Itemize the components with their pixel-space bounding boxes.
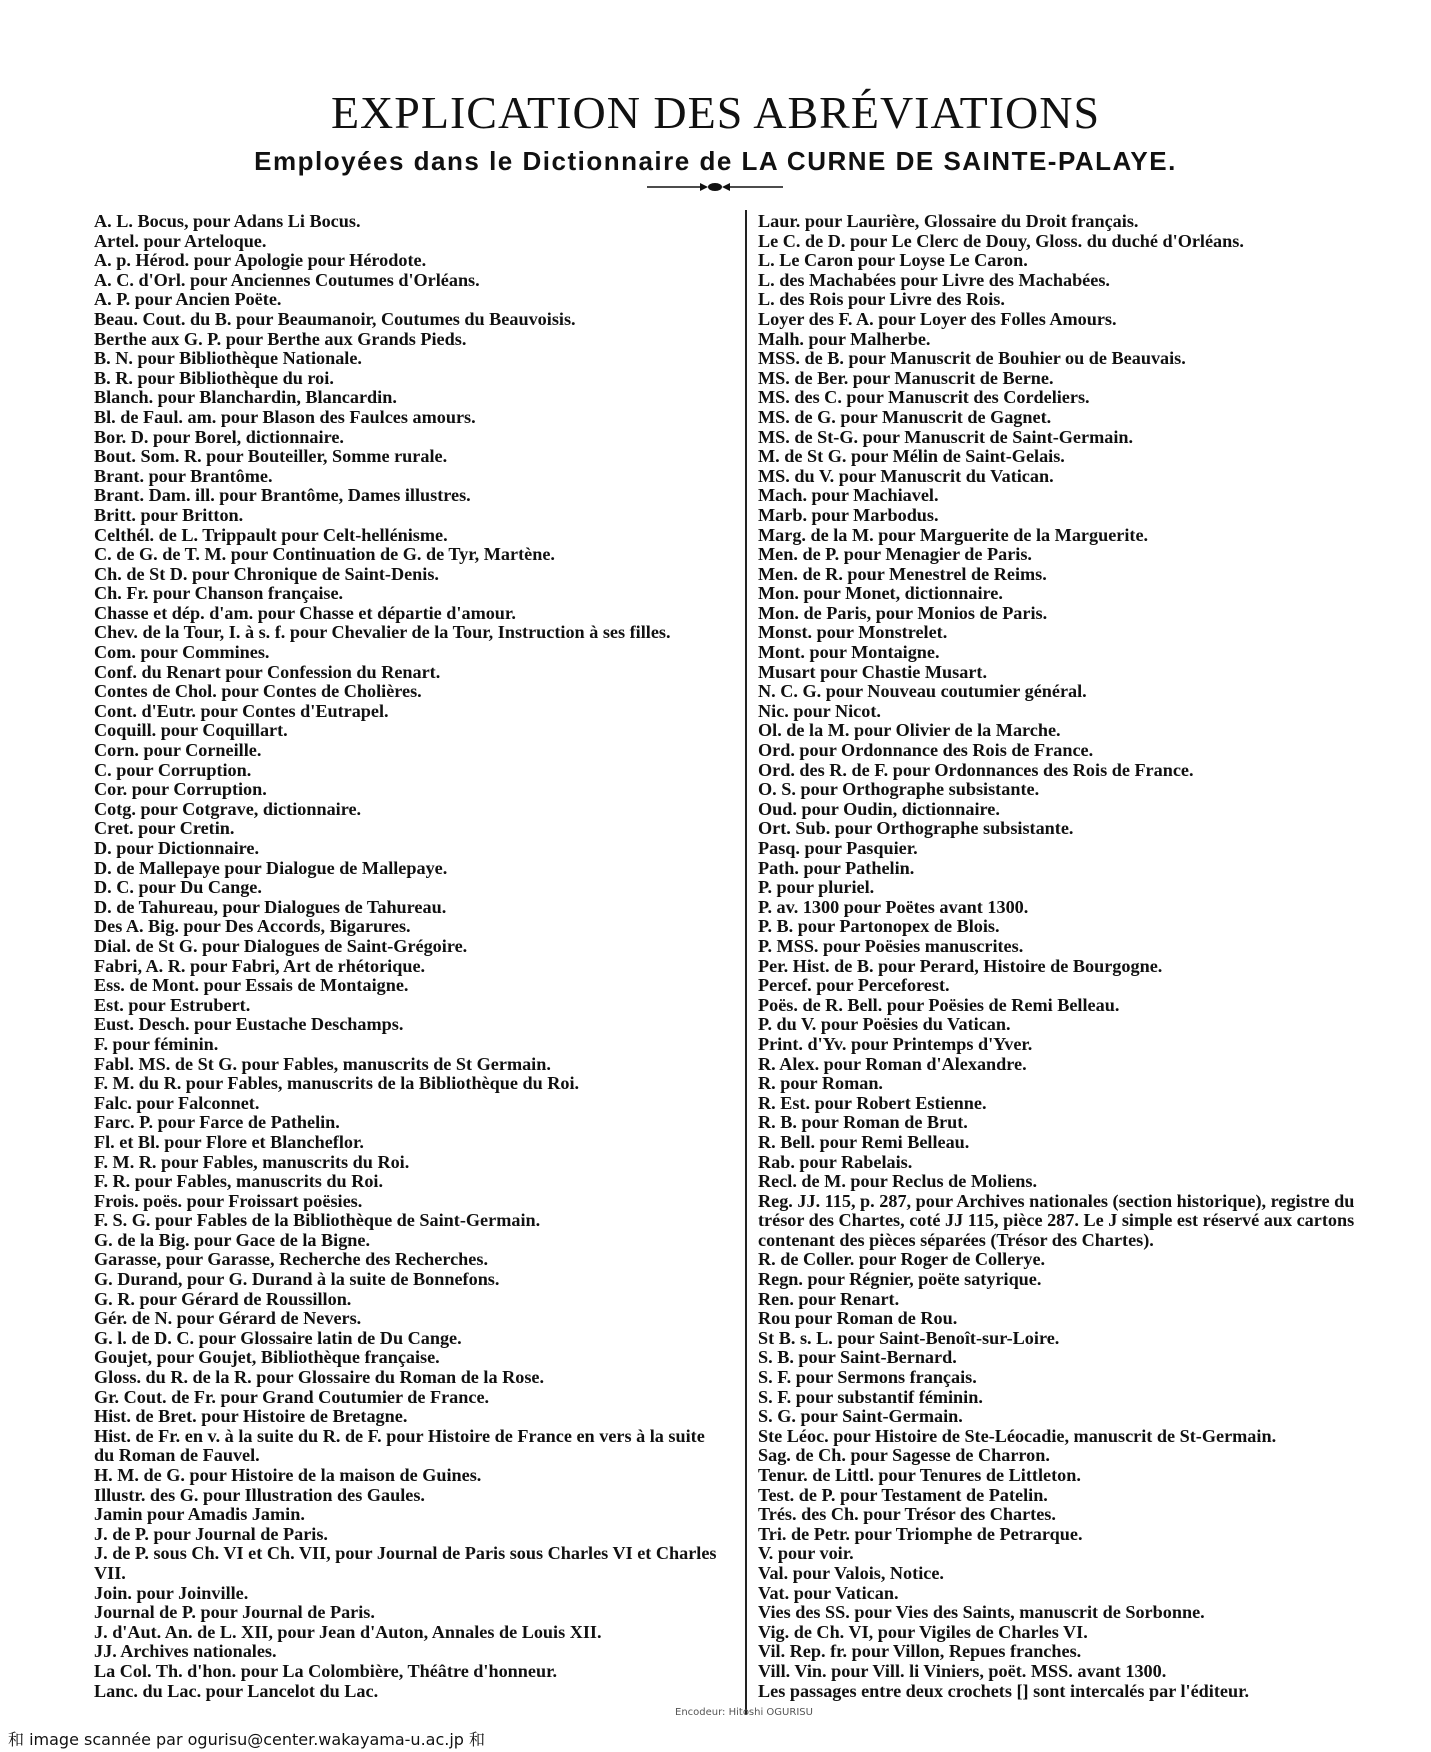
abbreviation-entry: Cor. pour Corruption. (94, 779, 267, 800)
abbreviation-entry: J. de P. sous Ch. VI et Ch. VII, pour Journal de Paris sous Charles VI et Charles VII. (94, 1543, 717, 1583)
abbreviation-entry: Com. pour Commines. (94, 642, 270, 663)
abbreviation-entry: H. M. de G. pour Histoire de la maison de Guines. (94, 1465, 482, 1485)
abbreviation-entry: Monst. pour Monstrelet. (758, 622, 948, 643)
abbreviation-entry: Artel. pour Arteloque. (94, 230, 267, 251)
abbreviation-entry: Loyer des F. A. pour Loyer des Folles Amours. (758, 308, 1117, 329)
abbreviation-entry: Reg. JJ. 115, p. 287, pour Archives nationales (section historique), registre du trésor des Chartes, coté JJ 115, pièce 287. Le J simple est réservé aux cartons contenant des pièces séparées (Trésor des Chartes). (758, 1190, 1355, 1250)
abbreviation-entry: R. Bell. pour Remi Belleau. (758, 1131, 970, 1152)
abbreviation-entry: Cret. pour Cretin. (94, 818, 235, 839)
abbreviation-entry: Les passages entre deux crochets [] sont intercalés par l'éditeur. (758, 1680, 1250, 1701)
abbreviation-entry: Gloss. du R. de la R. pour Glossaire du Roman de la Rose. (94, 1367, 545, 1388)
abbreviation-entry: D. C. pour Du Cange. (94, 877, 262, 898)
abbreviation-entry: J. d'Aut. An. de L. XII, pour Jean d'Auton, Annales de Louis XII. (94, 1621, 602, 1642)
abbreviation-entry: F. S. G. pour Fables de la Bibliothèque de Saint-Germain. (94, 1210, 541, 1231)
abbreviation-entry: Chasse et dép. d'am. pour Chasse et départie d'amour. (94, 602, 516, 623)
abbreviation-entry: R. pour Roman. (758, 1073, 883, 1094)
abbreviation-entry: Blanch. pour Blanchardin, Blancardin. (94, 387, 397, 408)
abbreviation-entry: Corn. pour Corneille. (94, 740, 262, 761)
abbreviation-entry: Bl. de Faul. am. pour Blason des Faulces amours. (94, 406, 476, 427)
abbreviation-entry: Chev. de la Tour, I. à s. f. pour Chevalier de la Tour, Instruction à ses filles. (94, 622, 671, 643)
abbreviation-entry: Val. pour Valois, Notice. (758, 1562, 944, 1583)
abbreviation-entry: Ord. pour Ordonnance des Rois de France. (758, 740, 1094, 761)
abbreviation-entry: G. de la Big. pour Gace de la Bigne. (94, 1229, 371, 1250)
abbreviation-entry: Jamin pour Amadis Jamin. (94, 1504, 305, 1525)
abbreviation-entry: Ch. Fr. pour Chanson française. (94, 583, 344, 604)
abbreviation-entry: Brant. pour Brantôme. (94, 465, 273, 486)
abbreviation-entry: D. de Tahureau, pour Dialogues de Tahureau. (94, 896, 447, 917)
abbreviation-entry: F. pour féminin. (94, 1033, 219, 1054)
abbreviation-entry: Gér. de N. pour Gérard de Nevers. (94, 1308, 362, 1329)
abbreviation-entry: A. P. pour Ancien Poëte. (94, 289, 282, 310)
abbreviation-entry: Ol. de la M. pour Olivier de la Marche. (758, 720, 1061, 741)
abbreviation-entry: Ort. Sub. pour Orthographe subsistante. (758, 818, 1074, 839)
abbreviation-entry: Nic. pour Nicot. (758, 700, 881, 721)
abbreviation-entry: G. R. pour Gérard de Roussillon. (94, 1288, 352, 1309)
abbreviation-entry: Frois. poës. pour Froissart poësies. (94, 1190, 363, 1211)
abbreviation-entry: Cotg. pour Cotgrave, dictionnaire. (94, 798, 362, 819)
abbreviation-entry: O. S. pour Orthographe subsistante. (758, 779, 1040, 800)
abbreviation-entry: Goujet, pour Goujet, Bibliothèque française. (94, 1347, 440, 1368)
abbreviation-entry: St B. s. L. pour Saint-Benoît-sur-Loire. (758, 1327, 1060, 1348)
abbreviation-entry: Rou pour Roman de Rou. (758, 1308, 958, 1329)
abbreviation-entry: Celthél. de L. Trippault pour Celt-hellénisme. (94, 524, 448, 545)
abbreviation-entry: Join. pour Joinville. (94, 1582, 249, 1603)
abbreviation-entry: Brant. Dam. ill. pour Brantôme, Dames illustres. (94, 485, 471, 506)
abbreviation-entry: B. N. pour Bibliothèque Nationale. (94, 348, 362, 369)
abbreviation-entry: Conf. du Renart pour Confession du Renart. (94, 661, 441, 682)
abbreviation-entry: Hist. de Bret. pour Histoire de Bretagne. (94, 1406, 408, 1427)
abbreviation-entry: R. de Coller. pour Roger de Collerye. (758, 1249, 1046, 1270)
abbreviation-entry: Berthe aux G. P. pour Berthe aux Grands Pieds. (94, 328, 467, 349)
abbreviation-entry: Dial. de St G. pour Dialogues de Saint-Grégoire. (94, 935, 468, 956)
abbreviation-entry: Laur. pour Laurière, Glossaire du Droit français. (758, 211, 1139, 231)
abbreviation-entry: Vat. pour Vatican. (758, 1582, 899, 1603)
abbreviation-entry: Test. de P. pour Testament de Patelin. (758, 1484, 1048, 1505)
abbreviation-entry: Poës. de R. Bell. pour Poësies de Remi Belleau. (758, 994, 1120, 1015)
abbreviation-entry: Contes de Chol. pour Contes de Cholières. (94, 681, 422, 702)
abbreviation-entry: L. des Rois pour Livre des Rois. (758, 289, 1005, 310)
abbreviation-entry: MS. de G. pour Manuscrit de Gagnet. (758, 406, 1052, 427)
abbreviation-entry: JJ. Archives nationales. (94, 1641, 277, 1662)
abbreviation-entry: Gr. Cout. de Fr. pour Grand Coutumier de France. (94, 1386, 490, 1407)
abbreviation-entry: P. pour pluriel. (758, 877, 875, 898)
abbreviation-entry: Print. d'Yv. pour Printemps d'Yver. (758, 1033, 1033, 1054)
abbreviation-entry: M. de St G. pour Mélin de Saint-Gelais. (758, 446, 1065, 467)
abbreviation-entry: Le C. de D. pour Le Clerc de Douy, Gloss. du duché d'Orléans. (758, 230, 1244, 251)
abbreviation-entry: Est. pour Estrubert. (94, 994, 251, 1015)
abbreviation-entry: P. av. 1300 pour Poëtes avant 1300. (758, 896, 1029, 917)
abbreviation-entry: S. F. pour substantif féminin. (758, 1386, 983, 1407)
abbreviation-entry: Bor. D. pour Borel, dictionnaire. (94, 426, 344, 447)
abbreviation-entry: Marg. de la M. pour Marguerite de la Marguerite. (758, 524, 1149, 545)
abbreviation-entry: Malh. pour Malherbe. (758, 328, 931, 349)
abbreviation-entry: Ess. de Mont. pour Essais de Montaigne. (94, 975, 409, 996)
abbreviation-list-left (94, 212, 724, 1701)
abbreviation-entry: MS. de St-G. pour Manuscrit de Saint-Germain. (758, 426, 1134, 447)
abbreviation-entry: Journal de P. pour Journal de Paris. (94, 1602, 375, 1623)
abbreviation-entry: Mon. de Paris, pour Monios de Paris. (758, 602, 1048, 623)
abbreviation-entry: Tri. de Petr. pour Triomphe de Petrarque. (758, 1523, 1083, 1544)
abbreviation-entry: Illustr. des G. pour Illustration des Gaules. (94, 1484, 425, 1505)
abbreviation-entry: L. Le Caron pour Loyse Le Caron. (758, 250, 1028, 271)
abbreviation-entry: G. Durand, pour G. Durand à la suite de Bonnefons. (94, 1269, 500, 1290)
abbreviation-entry: V. pour voir. (758, 1543, 854, 1564)
abbreviation-entry: F. R. pour Fables, manuscrits du Roi. (94, 1171, 384, 1192)
abbreviation-entry: Vill. Vin. pour Vill. li Viniers, poët. MSS. avant 1300. (758, 1660, 1167, 1681)
abbreviation-entry: Beau. Cout. du B. pour Beaumanoir, Coutumes du Beauvoisis. (94, 308, 576, 329)
abbreviation-entry: P. MSS. pour Poësies manuscrites. (758, 935, 1024, 956)
abbreviation-entry: P. du V. pour Poësies du Vatican. (758, 1014, 1011, 1035)
abbreviation-entry: Regn. pour Régnier, poëte satyrique. (758, 1269, 1042, 1290)
abbreviation-entry: Mont. pour Montaigne. (758, 642, 940, 663)
abbreviation-entry: Vies des SS. pour Vies des Saints, manuscrit de Sorbonne. (758, 1602, 1205, 1623)
abbreviation-entry: Ren. pour Renart. (758, 1288, 900, 1309)
abbreviation-entry: N. C. G. pour Nouveau coutumier général. (758, 681, 1087, 702)
abbreviation-entry: J. de P. pour Journal de Paris. (94, 1523, 328, 1544)
abbreviation-entry: R. B. pour Roman de Brut. (758, 1112, 968, 1133)
abbreviation-entry: B. R. pour Bibliothèque du roi. (94, 367, 334, 388)
abbreviation-entry: Farc. P. pour Farce de Pathelin. (94, 1112, 340, 1133)
abbreviation-entry: A. p. Hérod. pour Apologie pour Hérodote. (94, 250, 427, 271)
abbreviation-entry: Men. de R. pour Menestrel de Reims. (758, 563, 1047, 584)
abbreviation-entry: Lanc. du Lac. pour Lancelot du Lac. (94, 1680, 379, 1701)
scan-footer: 和 image scannée par ogurisu@center.wakayama-u.ac.jp 和 (8, 1730, 486, 1749)
abbreviation-entry: Percef. pour Perceforest. (758, 975, 950, 996)
abbreviation-entry: Ord. des R. de F. pour Ordonnances des Rois de France. (758, 759, 1194, 780)
abbreviation-entry: Bout. Som. R. pour Bouteiller, Somme rurale. (94, 446, 448, 467)
page-subtitle: Employées dans le Dictionnaire de LA CURNE DE SAINTE-PALAYE. (254, 146, 1177, 176)
abbreviation-entry: Cont. d'Eutr. pour Contes d'Eutrapel. (94, 700, 389, 721)
abbreviation-entry: La Col. Th. d'hon. pour La Colombière, Théâtre d'honneur. (94, 1660, 558, 1681)
abbreviation-entry: Fabl. MS. de St G. pour Fables, manuscrits de St Germain. (94, 1053, 551, 1074)
abbreviation-entry: Hist. de Fr. en v. à la suite du R. de F. pour Histoire de France en vers à la suite du Roman de Fauvel. (94, 1425, 705, 1466)
encoder-credit: Encodeur: Hitoshi OGURISU (675, 1707, 813, 1718)
abbreviation-entry: Garasse, pour Garasse, Recherche des Recherches. (94, 1249, 488, 1270)
abbreviation-entry: Vil. Rep. fr. pour Villon, Repues franches. (758, 1641, 1082, 1662)
abbreviation-entry: Fabri, A. R. pour Fabri, Art de rhétorique. (94, 955, 426, 976)
abbreviation-entry: Coquill. pour Coquillart. (94, 720, 288, 741)
abbreviation-entry: D. pour Dictionnaire. (94, 838, 260, 858)
abbreviation-entry: C. de G. de T. M. pour Continuation de G. de Tyr, Martène. (94, 544, 555, 565)
abbreviation-entry: Eust. Desch. pour Eustache Deschamps. (94, 1014, 404, 1035)
abbreviation-entry: Marb. pour Marbodus. (758, 504, 939, 525)
abbreviation-entry: Vig. de Ch. VI, pour Vigiles de Charles VI. (758, 1621, 1088, 1642)
abbreviation-entry: Trés. des Ch. pour Trésor des Chartes. (758, 1504, 1056, 1525)
abbreviation-entry: P. B. pour Partonopex de Blois. (758, 916, 1000, 937)
abbreviation-entry: Per. Hist. de B. pour Perard, Histoire de Bourgogne. (758, 955, 1163, 976)
abbreviation-entry: G. l. de D. C. pour Glossaire latin de Du Cange. (94, 1327, 462, 1348)
abbreviation-entry: Britt. pour Britton. (94, 504, 244, 525)
abbreviation-entry: Sag. de Ch. pour Sagesse de Charron. (758, 1445, 1050, 1466)
abbreviation-list-right (758, 212, 1388, 1701)
abbreviation-entry: Recl. de M. pour Reclus de Moliens. (758, 1171, 1038, 1192)
abbreviation-entry: S. G. pour Saint-Germain. (758, 1406, 963, 1427)
abbreviation-entry: L. des Machabées pour Livre des Machabées. (758, 269, 1110, 290)
abbreviation-entry: R. Alex. pour Roman d'Alexandre. (758, 1053, 1027, 1074)
page-title: EXPLICATION DES ABRÉVIATIONS (330, 87, 1101, 138)
abbreviation-entry: Ste Léoc. pour Histoire de Ste-Léocadie, manuscrit de St-Germain. (758, 1425, 1277, 1446)
abbreviation-entry: A. L. Bocus, pour Adans Li Bocus. (94, 211, 361, 231)
abbreviation-entry: D. de Mallepaye pour Dialogue de Mallepaye. (94, 857, 448, 878)
abbreviation-entry: Oud. pour Oudin, dictionnaire. (758, 798, 1000, 819)
abbreviation-entry: S. B. pour Saint-Bernard. (758, 1347, 957, 1368)
abbreviation-entry: Fl. et Bl. pour Flore et Blancheflor. (94, 1131, 364, 1152)
abbreviation-entry: Rab. pour Rabelais. (758, 1151, 913, 1172)
abbreviation-entry: F. M. R. pour Fables, manuscrits du Roi. (94, 1151, 410, 1172)
abbreviation-entry: Falc. pour Falconnet. (94, 1092, 260, 1113)
abbreviation-entry: MS. de Ber. pour Manuscrit de Berne. (758, 367, 1054, 388)
abbreviation-entry: R. Est. pour Robert Estienne. (758, 1092, 987, 1113)
abbreviation-entry: MS. du V. pour Manuscrit du Vatican. (758, 465, 1054, 486)
abbreviation-entry: MSS. de B. pour Manuscrit de Bouhier ou de Beauvais. (758, 348, 1186, 369)
abbreviation-entry: MS. des C. pour Manuscrit des Cordeliers. (758, 387, 1090, 408)
abbreviation-entry: C. pour Corruption. (94, 759, 252, 780)
abbreviation-entry: Des A. Big. pour Des Accords, Bigarures. (94, 916, 411, 937)
abbreviation-entry: Pasq. pour Pasquier. (758, 838, 918, 858)
abbreviation-entry: A. C. d'Orl. pour Anciennes Coutumes d'Orléans. (94, 269, 480, 290)
abbreviation-entry: Musart pour Chastie Musart. (758, 661, 988, 682)
ornament-divider (645, 180, 785, 194)
abbreviation-entry: Ch. de St D. pour Chronique de Saint-Denis. (94, 563, 439, 584)
abbreviation-entry: S. F. pour Sermons français. (758, 1367, 977, 1388)
abbreviation-entry: Men. de P. pour Menagier de Paris. (758, 544, 1032, 565)
abbreviation-entry: Tenur. de Littl. pour Tenures de Littleton. (758, 1465, 1081, 1485)
abbreviation-entry: F. M. du R. pour Fables, manuscrits de la Bibliothèque du Roi. (94, 1073, 580, 1094)
abbreviation-entry: Mon. pour Monet, dictionnaire. (758, 583, 1003, 604)
abbreviation-entry: Path. pour Pathelin. (758, 857, 915, 878)
column-divider (745, 210, 747, 1715)
abbreviation-entry: Mach. pour Machiavel. (758, 485, 939, 506)
